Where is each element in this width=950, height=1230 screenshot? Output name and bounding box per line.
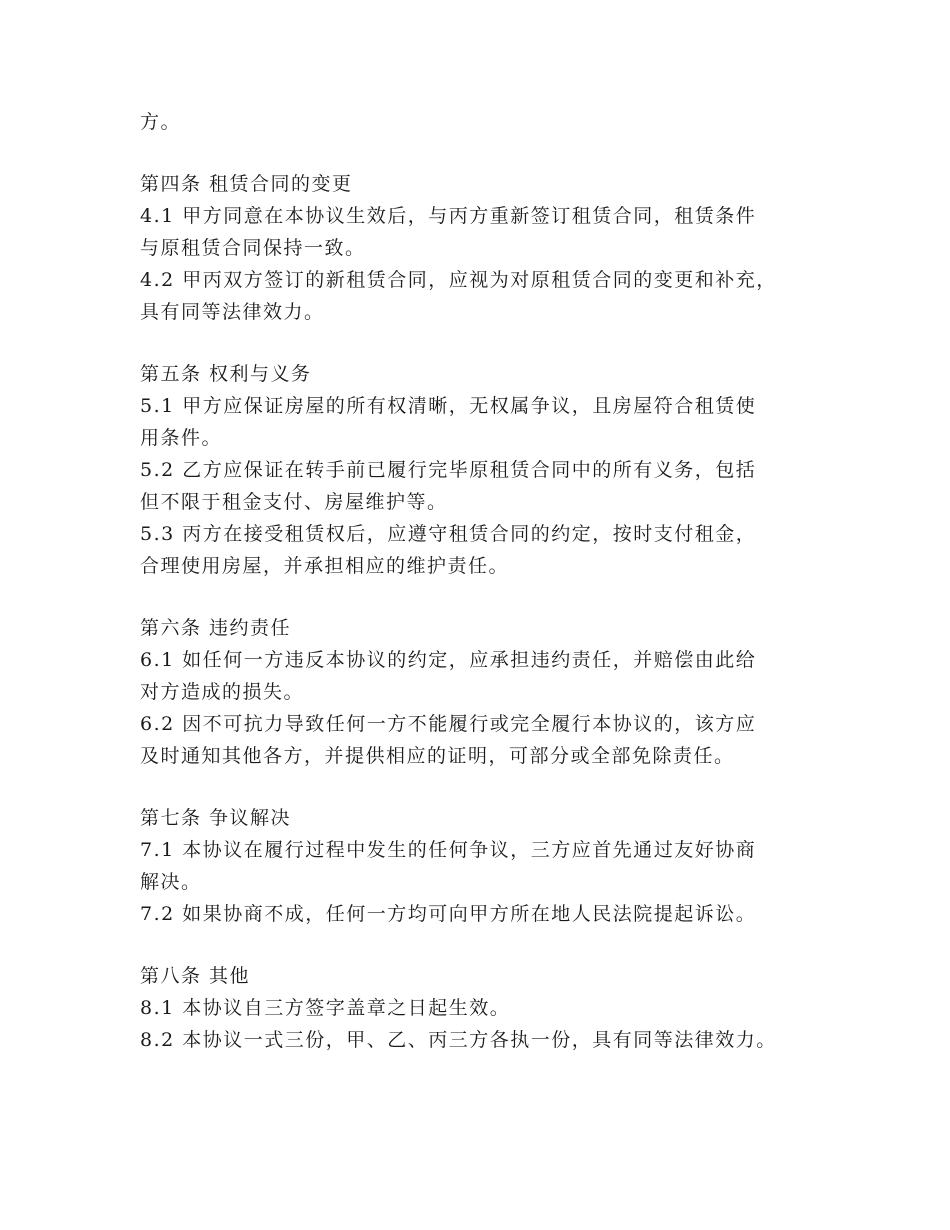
article-4	[140, 168, 840, 328]
article-7-heading: 第七条 争议解决	[140, 807, 292, 829]
article-4-line: 4.2 甲丙双方签订的新租赁合同，应视为对原租赁合同的变更和补充，	[140, 269, 777, 291]
article-6	[140, 612, 840, 772]
section-gap	[140, 138, 840, 168]
article-8	[140, 960, 840, 1056]
article-5	[140, 358, 840, 582]
article-5-line: 5.2 乙方应保证在转手前已履行完毕原租赁合同中的所有义务，包括	[140, 459, 757, 481]
section-gap	[140, 328, 840, 358]
article-5-line: 5.1 甲方应保证房屋的所有权清晰，无权属争议，且房屋符合租赁使	[140, 395, 757, 417]
section-gap	[140, 930, 840, 960]
article-7-line: 7.2 如果协商不成，任何一方均可向甲方所在地人民法院提起诉讼。	[140, 903, 757, 925]
article-6-line: 6.2 因不可抗力导致任何一方不能履行或完全履行本协议的，该方应	[140, 713, 757, 735]
article-4-line: 具有同等法律效力。	[140, 301, 325, 323]
article-4-heading: 第四条 租赁合同的变更	[140, 173, 353, 195]
section-gap	[140, 772, 840, 802]
article-5-line: 但不限于租金支付、房屋维护等。	[140, 491, 448, 513]
article-5-heading: 第五条 权利与义务	[140, 363, 312, 385]
article-7	[140, 802, 840, 930]
article-5-line: 用条件。	[140, 427, 223, 449]
article-4-line: 与原租赁合同保持一致。	[140, 237, 366, 259]
article-6-line: 对方造成的损失。	[140, 681, 305, 703]
article-8-heading: 第八条 其他	[140, 965, 251, 987]
article-5-line: 5.3 丙方在接受租赁权后，应遵守租赁合同的约定，按时支付租金，	[140, 523, 757, 545]
article-8-line: 8.2 本协议一式三份，甲、乙、丙三方各执一份，具有同等法律效力。	[140, 1029, 777, 1051]
article-8-line: 8.1 本协议自三方签字盖章之日起生效。	[140, 997, 511, 1019]
article-5-line: 合理使用房屋，并承担相应的维护责任。	[140, 555, 510, 577]
section-gap	[140, 582, 840, 612]
article-6-heading: 第六条 违约责任	[140, 617, 292, 639]
article-4-line: 4.1 甲方同意在本协议生效后，与丙方重新签订租赁合同，租赁条件	[140, 205, 757, 227]
document-body	[140, 106, 840, 1056]
lead-line: 方。	[140, 111, 182, 133]
article-7-line: 解决。	[140, 871, 202, 893]
article-6-line: 及时通知其他各方，并提供相应的证明，可部分或全部免除责任。	[140, 745, 735, 767]
article-6-line: 6.1 如任何一方违反本协议的约定，应承担违约责任，并赔偿由此给	[140, 649, 757, 671]
article-7-line: 7.1 本协议在履行过程中发生的任何争议，三方应首先通过友好协商	[140, 839, 757, 861]
